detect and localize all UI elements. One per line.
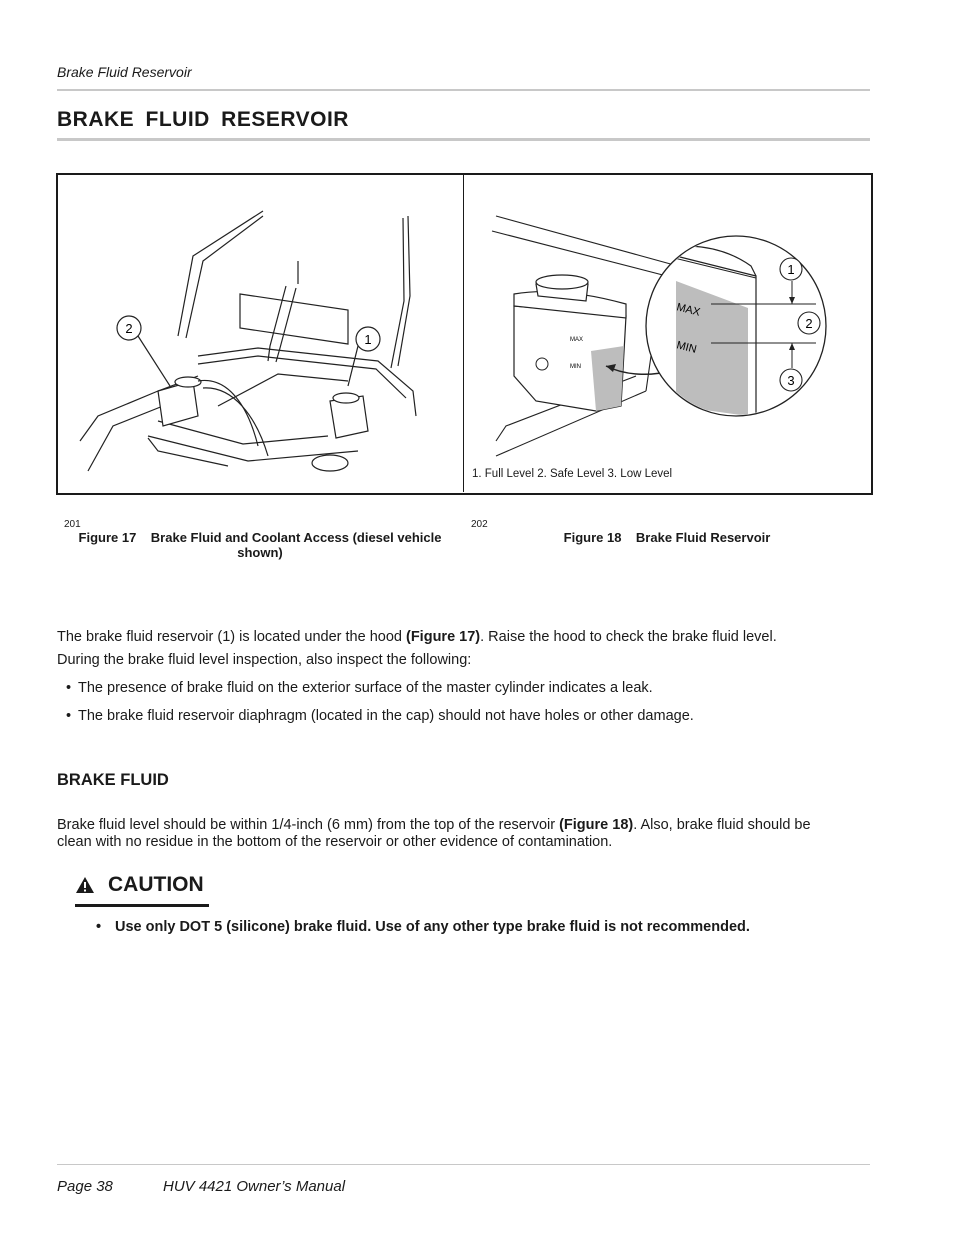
brake-fluid-paragraph-line2: clean with no residue in the bottom of the reservoir or other evidence of contamination. (57, 834, 613, 850)
figure-18-legend: 1. Full Level 2. Safe Level 3. Low Level (472, 468, 673, 480)
intro-paragraph-2: During the brake fluid level inspection, also inspect the following: (57, 652, 472, 668)
warning-icon (75, 876, 95, 894)
figure-18-illustration (466, 176, 868, 490)
figure-18-caption-text: Brake Fluid Reservoir (635, 530, 771, 545)
bullet-item-1: The presence of brake fluid on the exterior surface of the master cylinder indicates a leak. (78, 680, 653, 696)
brake-fluid-heading: BRAKE FLUID (57, 771, 169, 789)
running-header: Brake Fluid Reservoir (57, 64, 192, 80)
figure-17-reference: (Figure 17) (406, 629, 481, 645)
title-rule (57, 138, 870, 141)
fig18-callout-1: 1 (787, 262, 795, 277)
intro-p1-text: The brake fluid reservoir (1) is located under the hood (57, 629, 406, 645)
section-title: BRAKE FLUID RESERVOIR (57, 108, 349, 131)
figure-18-number: 202 (471, 519, 488, 530)
fig17-callout-1: 1 (364, 332, 372, 347)
brake-fluid-text: Brake fluid level should be within 1/4-inch (6 mm) from the top of the reservoir (57, 817, 560, 833)
fig18-min-mark: MIN (675, 339, 698, 356)
bullet-dot-2: • (66, 708, 72, 724)
brake-fluid-text-end: . Also, brake fluid should be (633, 817, 811, 833)
figure-18-reference: (Figure 18) (559, 817, 634, 833)
bullet-dot-1: • (66, 680, 72, 696)
caution-title: CAUTION (108, 873, 204, 896)
caution-underline (75, 904, 209, 907)
figure-17-caption-text: Brake Fluid and Coolant Access (diesel vehicle (150, 530, 442, 545)
fig17-callout-2: 2 (125, 321, 133, 336)
bullet-item-2: The brake fluid reservoir diaphragm (located in the cap) should not have holes or other damage. (78, 708, 694, 724)
brake-fluid-paragraph (57, 817, 811, 834)
figure-17-caption-label: Figure 17 (78, 530, 137, 545)
figure-17-caption-text-2: shown) (237, 545, 283, 560)
fig18-max-mark: MAX (675, 301, 702, 319)
intro-paragraph-1 (57, 629, 777, 646)
caution-bullet-dot: • (96, 919, 102, 935)
figure-17-number: 201 (64, 519, 81, 530)
figure-17-illustration (58, 176, 462, 490)
fig18-callout-3: 3 (787, 373, 795, 388)
fig18-callout-2: 2 (805, 316, 813, 331)
footer-rule (57, 1164, 870, 1165)
figure-17-caption (60, 530, 460, 560)
footer-page-number: Page 38 (57, 1178, 113, 1195)
figure-18-caption-label: Figure 18 (563, 530, 622, 545)
caution-item: Use only DOT 5 (silicone) brake fluid. Use of any other type brake fluid is not recommended. (115, 919, 750, 935)
intro-p1-text-end: . Raise the hood to check the brake fluid level. (480, 629, 777, 645)
figure-18-caption (466, 530, 868, 545)
header-rule (57, 89, 870, 91)
fig18-max-small: MAX (570, 337, 584, 343)
footer-manual-title: HUV 4421 Owner’s Manual (163, 1178, 346, 1195)
fig18-min-small: MIN (570, 364, 581, 370)
figure-divider (463, 174, 464, 492)
